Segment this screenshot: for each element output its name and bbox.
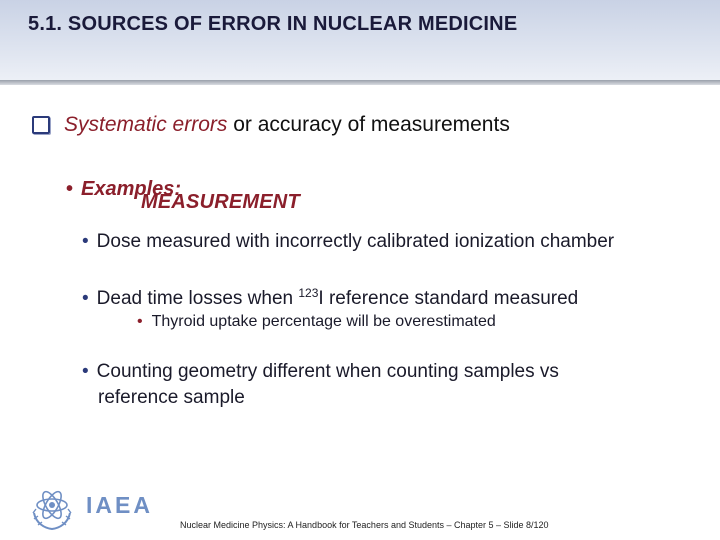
emphasis-text: Systematic errors bbox=[64, 113, 228, 136]
sub-example-item bbox=[137, 313, 496, 331]
bullet-dot-icon: • bbox=[82, 361, 89, 382]
example-text-pre: Dead time losses when bbox=[96, 288, 299, 309]
examples-heading bbox=[66, 178, 181, 201]
example-text: Dose measured with incorrectly calibrated ionization chamber bbox=[96, 231, 615, 252]
bullet-dot-icon: • bbox=[66, 178, 74, 200]
example-text-post: I reference standard measured bbox=[318, 288, 579, 309]
checkbox-bullet-icon bbox=[32, 116, 50, 134]
bullet-dot-icon: • bbox=[82, 231, 89, 252]
bullet-dot-icon: • bbox=[137, 313, 143, 330]
example-text-line2: reference sample bbox=[98, 387, 245, 408]
example-item bbox=[82, 229, 614, 255]
sub-example-text: Thyroid uptake percentage will be overestimated bbox=[151, 313, 496, 330]
header-divider bbox=[0, 80, 720, 85]
title-line-2: MEASUREMENT bbox=[141, 191, 300, 213]
iaea-emblem-icon bbox=[28, 483, 76, 531]
title-line-1: 5.1. SOURCES OF ERROR IN NUCLEAR MEDICINE bbox=[28, 13, 518, 35]
example-item bbox=[82, 359, 559, 411]
bullet-dot-icon: • bbox=[82, 288, 89, 309]
example-text-line1: Counting geometry different when counting samples vs bbox=[96, 361, 559, 382]
slide-footer: Nuclear Medicine Physics: A Handbook for Teachers and Students – Chapter 5 – Slide 8/120 bbox=[180, 520, 549, 530]
isotope-mass-number: 123 bbox=[298, 286, 319, 300]
bullet-systematic-errors bbox=[32, 113, 510, 137]
bullet-text: or accuracy of measurements bbox=[227, 113, 510, 136]
iaea-logo-text: IAEA bbox=[86, 492, 153, 518]
example-item bbox=[82, 280, 578, 312]
examples-label: Examples: bbox=[81, 178, 182, 200]
